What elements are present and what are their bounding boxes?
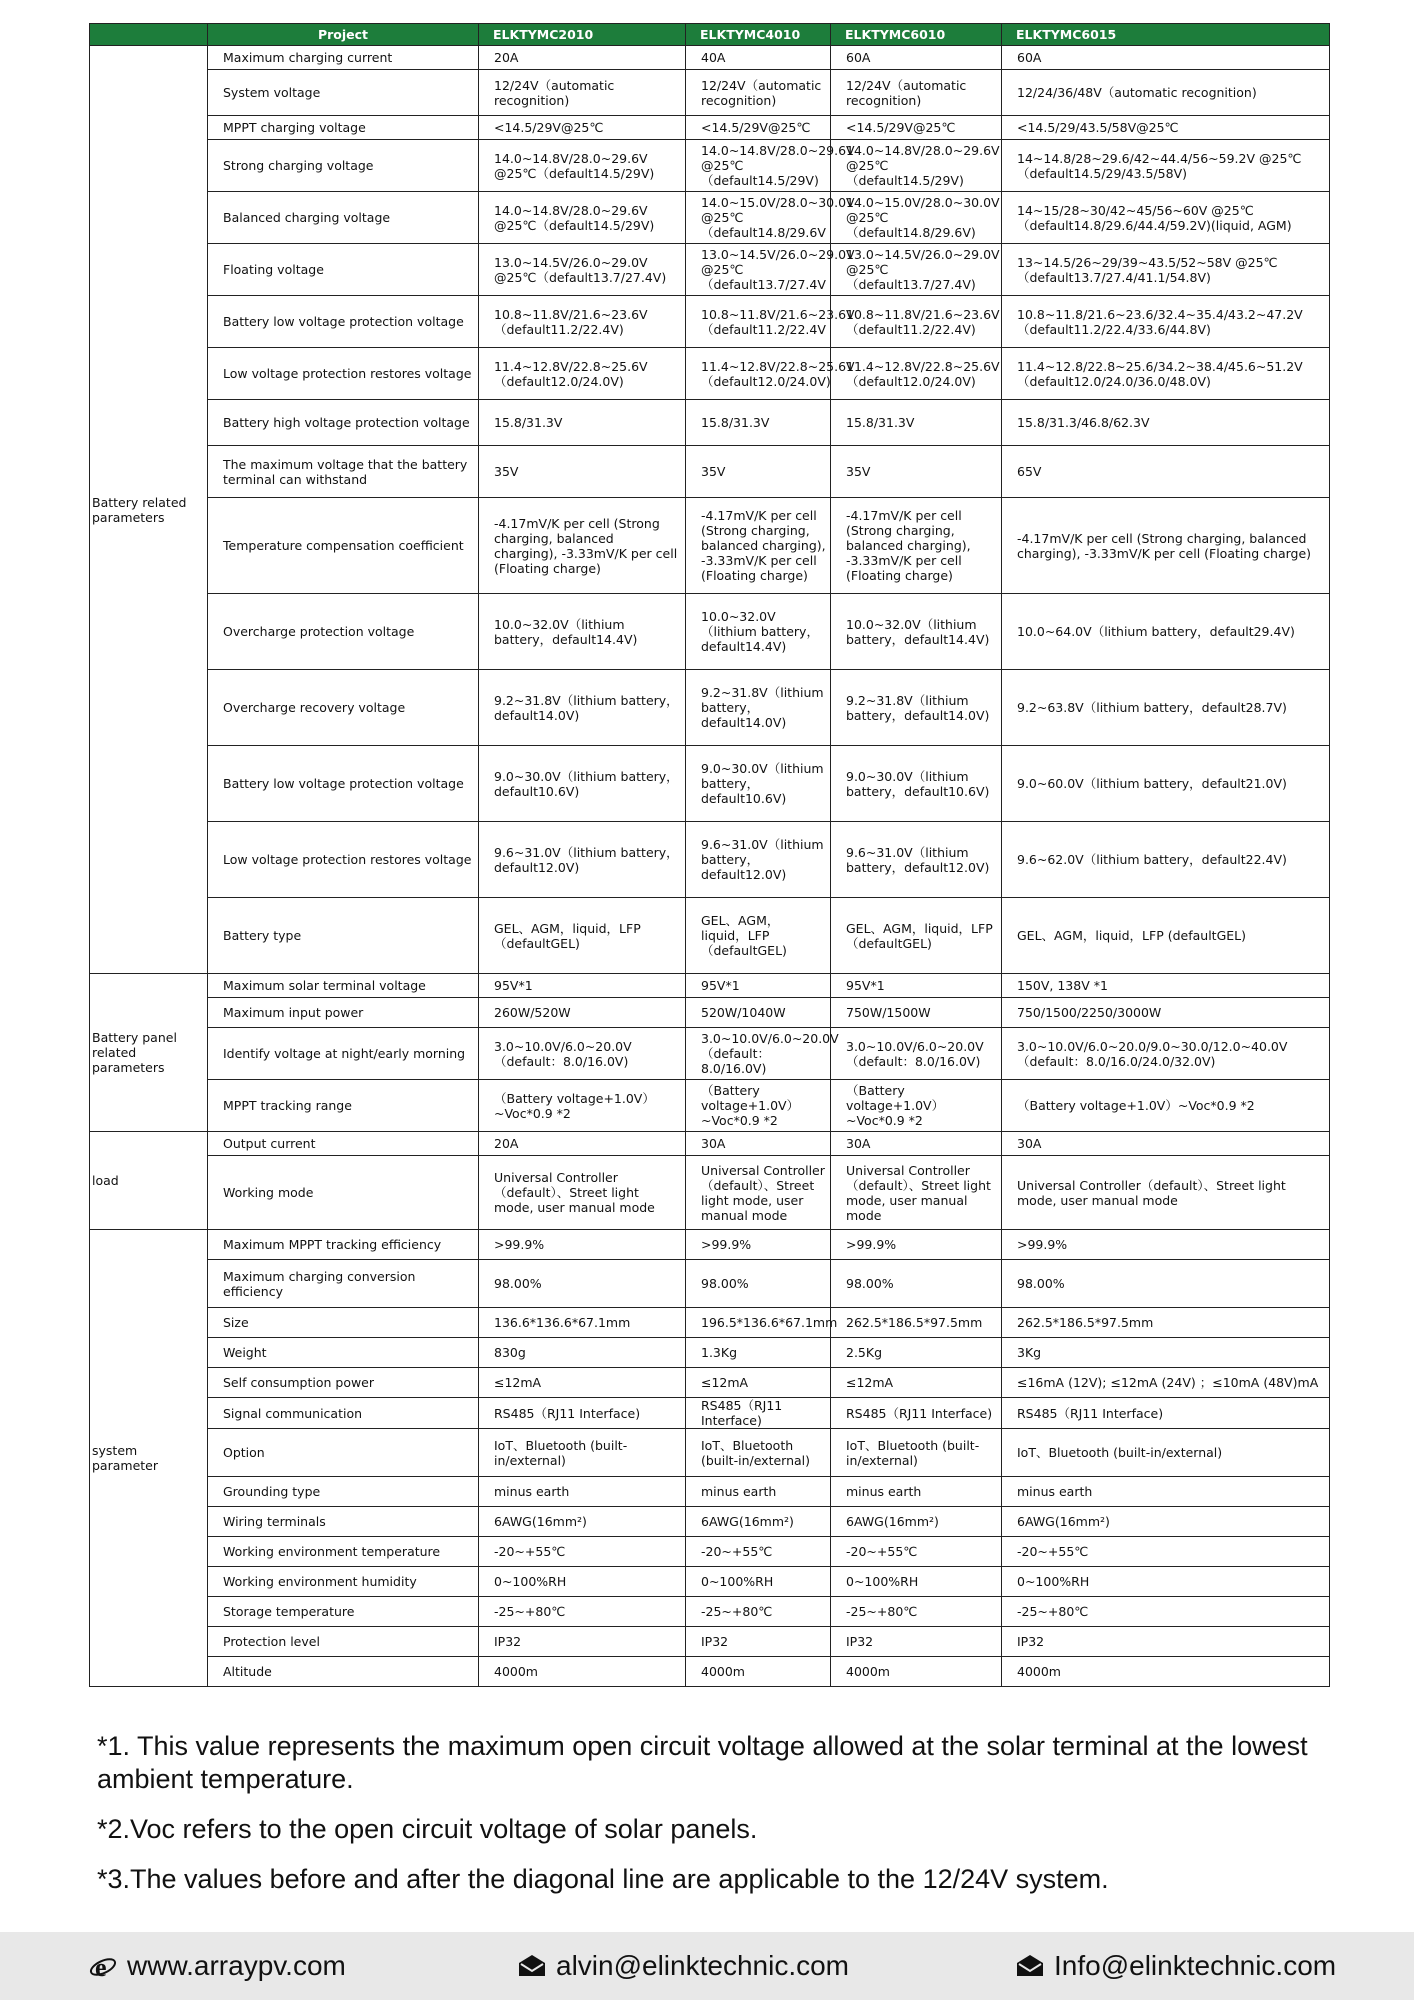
parameter-value: 13~14.5/26~29/39~43.5/52~58V @25℃（default13.7/27.4/41.1/54.8V)	[1002, 244, 1330, 296]
parameter-value: 20A	[479, 46, 686, 70]
parameter-name: Maximum solar terminal voltage	[208, 974, 479, 998]
parameter-value: 750/1500/2250/3000W	[1002, 998, 1330, 1028]
group-label: load	[90, 1132, 208, 1230]
parameter-value: 13.0~14.5V/26.0~29.0V @25℃（default13.7/27.4V)	[479, 244, 686, 296]
table-row	[90, 1597, 1330, 1627]
parameter-value: -20~+55℃	[831, 1537, 1002, 1567]
parameter-value: 10.0~64.0V（lithium battery，default29.4V)	[1002, 594, 1330, 670]
parameter-value: Universal Controller（default）、Street light mode, user manual mode	[831, 1156, 1002, 1230]
parameter-value: 65V	[1002, 446, 1330, 498]
parameter-value: 9.6~31.0V（lithium battery，default12.0V)	[831, 822, 1002, 898]
parameter-name: Identify voltage at night/early morning	[208, 1028, 479, 1080]
table-row	[90, 1260, 1330, 1308]
parameter-name: Size	[208, 1308, 479, 1338]
parameter-value: 262.5*186.5*97.5mm	[1002, 1308, 1330, 1338]
parameter-value: ≤12mA	[686, 1368, 831, 1398]
parameter-value: 0~100%RH	[686, 1567, 831, 1597]
parameter-name: Balanced charging voltage	[208, 192, 479, 244]
table-row	[90, 746, 1330, 822]
header-project: Project	[208, 24, 479, 46]
parameter-name: Signal communication	[208, 1398, 479, 1429]
table-row	[90, 140, 1330, 192]
table-row	[90, 1398, 1330, 1429]
table-row	[90, 1627, 1330, 1657]
parameter-value: -25~+80℃	[1002, 1597, 1330, 1627]
table-row	[90, 822, 1330, 898]
parameter-value: <14.5/29V@25℃	[831, 116, 1002, 140]
table-row	[90, 1429, 1330, 1477]
parameter-value: 14.0~15.0V/28.0~30.0V @25℃（default14.8/29.6V)	[831, 192, 1002, 244]
table-row	[90, 670, 1330, 746]
parameter-value: 4000m	[686, 1657, 831, 1687]
header-group-cell	[90, 24, 208, 46]
parameter-value: 0~100%RH	[479, 1567, 686, 1597]
email-info-text: Info@elinktechnic.com	[1054, 1950, 1337, 1981]
table-row	[90, 1132, 1330, 1156]
parameter-value: IP32	[831, 1627, 1002, 1657]
parameter-value: 98.00%	[686, 1260, 831, 1308]
parameter-value: 9.2~31.8V（lithium battery，default14.0V)	[479, 670, 686, 746]
parameter-name: Wiring terminals	[208, 1507, 479, 1537]
parameter-value: （Battery voltage+1.0V）~Voc*0.9 *2	[1002, 1080, 1330, 1132]
parameter-value: 6AWG(16mm²)	[831, 1507, 1002, 1537]
parameter-value: 9.0~30.0V（lithium battery，default10.6V)	[831, 746, 1002, 822]
parameter-value: 98.00%	[1002, 1260, 1330, 1308]
parameter-value: 3.0~10.0V/6.0~20.0V（default：8.0/16.0V)	[479, 1028, 686, 1080]
parameter-value: 6AWG(16mm²)	[1002, 1507, 1330, 1537]
table-row	[90, 974, 1330, 998]
parameter-value: 13.0~14.5V/26.0~29.0V @25℃（default13.7/27.4V)	[831, 244, 1002, 296]
parameter-value: IP32	[686, 1627, 831, 1657]
parameter-value: 60A	[1002, 46, 1330, 70]
parameter-value: 9.6~62.0V（lithium battery，default22.4V)	[1002, 822, 1330, 898]
footnotes	[97, 1730, 1327, 1896]
parameter-value: 3.0~10.0V/6.0~20.0V（default：8.0/16.0V)	[831, 1028, 1002, 1080]
svg-text:e: e	[95, 1953, 107, 1982]
parameter-value: 30A	[686, 1132, 831, 1156]
parameter-value: -4.17mV/K per cell (Strong charging, balanced charging), -3.33mV/K per cell (Floating charge)	[479, 498, 686, 594]
parameter-value: RS485（RJ11 Interface)	[479, 1398, 686, 1429]
parameter-name: Weight	[208, 1338, 479, 1368]
parameter-value: IoT、Bluetooth (built-in/external)	[831, 1429, 1002, 1477]
parameter-value: 98.00%	[831, 1260, 1002, 1308]
parameter-value: 12/24V（automatic recognition)	[686, 70, 831, 116]
table-row	[90, 1507, 1330, 1537]
email-alvin-text: alvin@elinktechnic.com	[556, 1950, 849, 1981]
group-label: Battery panel related parameters	[90, 974, 208, 1132]
parameter-value: 14~15/28~30/42~45/56~60V @25℃（default14.8/29.6/44.4/59.2V)(liquid, AGM)	[1002, 192, 1330, 244]
parameter-value: 40A	[686, 46, 831, 70]
parameter-value: 262.5*186.5*97.5mm	[831, 1308, 1002, 1338]
parameter-value: 3.0~10.0V/6.0~20.0V（default：8.0/16.0V)	[686, 1028, 831, 1080]
parameter-value: 6AWG(16mm²)	[686, 1507, 831, 1537]
parameter-value: 3Kg	[1002, 1338, 1330, 1368]
parameter-value: Universal Controller（default）、Street light mode, user manual mode	[686, 1156, 831, 1230]
table-row	[90, 70, 1330, 116]
parameter-name: Overcharge recovery voltage	[208, 670, 479, 746]
parameter-value: 4000m	[831, 1657, 1002, 1687]
parameter-name: Maximum input power	[208, 998, 479, 1028]
parameter-value: 750W/1500W	[831, 998, 1002, 1028]
parameter-value: RS485（RJ11 Interface)	[1002, 1398, 1330, 1429]
envelope-icon	[1015, 1954, 1045, 1978]
parameter-value: 196.5*136.6*67.1mm	[686, 1308, 831, 1338]
parameter-name: System voltage	[208, 70, 479, 116]
parameter-name: Floating voltage	[208, 244, 479, 296]
parameter-value: IoT、Bluetooth (built-in/external)	[686, 1429, 831, 1477]
parameter-value: 13.0~14.5V/26.0~29.0V @25℃（default13.7/27.4V	[686, 244, 831, 296]
table-row	[90, 116, 1330, 140]
parameter-name: Maximum charging current	[208, 46, 479, 70]
parameter-value: <14.5/29/43.5/58V@25℃	[1002, 116, 1330, 140]
table-header-row	[90, 24, 1330, 46]
parameter-name: Overcharge protection voltage	[208, 594, 479, 670]
parameter-value: 10.0~32.0V（lithium battery，default14.4V)	[831, 594, 1002, 670]
table-row	[90, 1308, 1330, 1338]
parameter-value: GEL、AGM，liquid，LFP（defaultGEL)	[479, 898, 686, 974]
footnote-3: *3.The values before and after the diagonal line are applicable to the 12/24V system.	[97, 1864, 1109, 1894]
header-model-4010: ELKTYMC4010	[686, 24, 831, 46]
parameter-name: Protection level	[208, 1627, 479, 1657]
parameter-value: 35V	[831, 446, 1002, 498]
parameter-value: 0~100%RH	[831, 1567, 1002, 1597]
parameter-value: 520W/1040W	[686, 998, 831, 1028]
parameter-value: 14.0~14.8V/28.0~29.6V @25℃（default14.5/29V)	[479, 192, 686, 244]
table-row	[90, 1156, 1330, 1230]
header-model-2010: ELKTYMC2010	[479, 24, 686, 46]
parameter-value: （Battery voltage+1.0V）~Voc*0.9 *2	[686, 1080, 831, 1132]
parameter-value: 4000m	[479, 1657, 686, 1687]
parameter-value: 9.6~31.0V（lithium battery，default12.0V)	[479, 822, 686, 898]
table-row	[90, 348, 1330, 400]
parameter-name: Output current	[208, 1132, 479, 1156]
table-row	[90, 244, 1330, 296]
parameter-value: 14~14.8/28~29.6/42~44.4/56~59.2V @25℃（default14.5/29/43.5/58V)	[1002, 140, 1330, 192]
footer-email-alvin[interactable]	[517, 1932, 849, 2000]
parameter-value: 10.8~11.8/21.6~23.6/32.4~35.4/43.2~47.2V（default11.2/22.4/33.6/44.8V)	[1002, 296, 1330, 348]
parameter-value: 9.6~31.0V（lithium battery，default12.0V)	[686, 822, 831, 898]
group-label: Battery related parameters	[90, 46, 208, 974]
parameter-value: 95V*1	[686, 974, 831, 998]
parameter-value: 9.0~30.0V（lithium battery，default10.6V)	[686, 746, 831, 822]
parameter-value: -4.17mV/K per cell (Strong charging, balanced charging), -3.33mV/K per cell (Floating charge)	[831, 498, 1002, 594]
parameter-value: minus earth	[831, 1477, 1002, 1507]
parameter-value: 12/24V（automatic recognition)	[479, 70, 686, 116]
parameter-value: 35V	[686, 446, 831, 498]
parameter-value: -4.17mV/K per cell (Strong charging, balanced charging), -3.33mV/K per cell (Floating charge)	[686, 498, 831, 594]
parameter-name: Strong charging voltage	[208, 140, 479, 192]
parameter-value: ≤16mA (12V); ≤12mA (24V) ；≤10mA (48V)mA	[1002, 1368, 1330, 1398]
parameter-name: Battery type	[208, 898, 479, 974]
parameter-value: 30A	[831, 1132, 1002, 1156]
parameter-name: Option	[208, 1429, 479, 1477]
parameter-value: 12/24/36/48V（automatic recognition)	[1002, 70, 1330, 116]
parameter-value: GEL、AGM，liquid，LFP（defaultGEL)	[831, 898, 1002, 974]
table-row	[90, 898, 1330, 974]
parameter-value: -25~+80℃	[831, 1597, 1002, 1627]
table-row	[90, 594, 1330, 670]
parameter-value: 4000m	[1002, 1657, 1330, 1687]
parameter-name: The maximum voltage that the battery terminal can withstand	[208, 446, 479, 498]
parameter-value: -25~+80℃	[686, 1597, 831, 1627]
parameter-value: IoT、Bluetooth (built-in/external)	[479, 1429, 686, 1477]
parameter-value: >99.9%	[1002, 1230, 1330, 1260]
parameter-name: Maximum charging conversion efficiency	[208, 1260, 479, 1308]
parameter-value: 9.2~31.8V（lithium battery，default14.0V)	[686, 670, 831, 746]
parameter-value: RS485（RJ11 Interface)	[831, 1398, 1002, 1429]
parameter-value: 1.3Kg	[686, 1338, 831, 1368]
parameter-value: <14.5/29V@25℃	[686, 116, 831, 140]
table-row	[90, 1230, 1330, 1260]
table-row	[90, 498, 1330, 594]
parameter-value: 35V	[479, 446, 686, 498]
parameter-name: Temperature compensation coefficient	[208, 498, 479, 594]
parameter-name: Working environment temperature	[208, 1537, 479, 1567]
parameter-value: 11.4~12.8V/22.8~25.6V（default12.0/24.0V)	[831, 348, 1002, 400]
parameter-value: >99.9%	[831, 1230, 1002, 1260]
table-row	[90, 1657, 1330, 1687]
parameter-value: -20~+55℃	[1002, 1537, 1330, 1567]
parameter-value: 150V, 138V *1	[1002, 974, 1330, 998]
parameter-value: 20A	[479, 1132, 686, 1156]
parameter-value: 3.0~10.0V/6.0~20.0/9.0~30.0/12.0~40.0V（default：8.0/16.0/24.0/32.0V)	[1002, 1028, 1330, 1080]
parameter-value: 14.0~14.8V/28.0~29.6V @25℃（default14.5/29V)	[831, 140, 1002, 192]
parameter-value: 10.8~11.8V/21.6~23.6V（default11.2/22.4V)	[831, 296, 1002, 348]
parameter-value: -4.17mV/K per cell (Strong charging, balanced charging), -3.33mV/K per cell (Floating charge)	[1002, 498, 1330, 594]
parameter-value: >99.9%	[479, 1230, 686, 1260]
parameter-name: MPPT charging voltage	[208, 116, 479, 140]
parameter-name: Storage temperature	[208, 1597, 479, 1627]
table-row	[90, 1338, 1330, 1368]
parameter-value: minus earth	[479, 1477, 686, 1507]
parameter-value: 15.8/31.3V	[686, 400, 831, 446]
table-row	[90, 998, 1330, 1028]
header-model-6015: ELKTYMC6015	[1002, 24, 1330, 46]
parameter-name: Grounding type	[208, 1477, 479, 1507]
spec-table	[89, 23, 1330, 1687]
parameter-name: Working mode	[208, 1156, 479, 1230]
parameter-value: GEL、AGM，liquid，LFP (defaultGEL)	[1002, 898, 1330, 974]
parameter-name: Maximum MPPT tracking efficiency	[208, 1230, 479, 1260]
parameter-value: GEL、AGM，liquid，LFP（defaultGEL)	[686, 898, 831, 974]
parameter-value: 95V*1	[479, 974, 686, 998]
parameter-value: -20~+55℃	[479, 1537, 686, 1567]
header-model-6010: ELKTYMC6010	[831, 24, 1002, 46]
parameter-value: 11.4~12.8V/22.8~25.6V（default12.0/24.0V)	[479, 348, 686, 400]
footer-email-info[interactable]	[1015, 1932, 1336, 2000]
parameter-value: -20~+55℃	[686, 1537, 831, 1567]
parameter-value: IoT、Bluetooth (built-in/external)	[1002, 1429, 1330, 1477]
spec-table-body	[90, 46, 1330, 1687]
parameter-value: 10.8~11.8V/21.6~23.6V（default11.2/22.4V	[686, 296, 831, 348]
parameter-value: （Battery voltage+1.0V）~Voc*0.9 *2	[479, 1080, 686, 1132]
parameter-value: -25~+80℃	[479, 1597, 686, 1627]
table-row	[90, 446, 1330, 498]
parameter-value: RS485（RJ11 Interface)	[686, 1398, 831, 1429]
parameter-value: minus earth	[686, 1477, 831, 1507]
parameter-value: Universal Controller（default）、Street light mode, user manual mode	[1002, 1156, 1330, 1230]
table-row	[90, 192, 1330, 244]
parameter-value: 60A	[831, 46, 1002, 70]
envelope-icon	[517, 1954, 547, 1978]
parameter-name: MPPT tracking range	[208, 1080, 479, 1132]
footnote-2: *2.Voc refers to the open circuit voltage of solar panels.	[97, 1814, 758, 1844]
parameter-name: Low voltage protection restores voltage	[208, 822, 479, 898]
parameter-value: 30A	[1002, 1132, 1330, 1156]
table-row	[90, 46, 1330, 70]
parameter-value: 11.4~12.8V/22.8~25.6V（default12.0/24.0V)	[686, 348, 831, 400]
parameter-value: <14.5/29V@25℃	[479, 116, 686, 140]
table-row	[90, 1477, 1330, 1507]
parameter-value: Universal Controller（default）、Street light mode, user manual mode	[479, 1156, 686, 1230]
parameter-value: 260W/520W	[479, 998, 686, 1028]
parameter-value: 10.0~32.0V（lithium battery，default14.4V)	[686, 594, 831, 670]
parameter-value: 0~100%RH	[1002, 1567, 1330, 1597]
parameter-value: IP32	[479, 1627, 686, 1657]
parameter-value: ≤12mA	[831, 1368, 1002, 1398]
parameter-value: 14.0~15.0V/28.0~30.0V @25℃（default14.8/29.6V	[686, 192, 831, 244]
parameter-value: 830g	[479, 1338, 686, 1368]
parameter-value: ≤12mA	[479, 1368, 686, 1398]
parameter-value: 11.4~12.8/22.8~25.6/34.2~38.4/45.6~51.2V（default12.0/24.0/36.0/48.0V)	[1002, 348, 1330, 400]
parameter-value: minus earth	[1002, 1477, 1330, 1507]
parameter-name: Battery low voltage protection voltage	[208, 746, 479, 822]
parameter-value: 14.0~14.8V/28.0~29.6V @25℃（default14.5/29V)	[479, 140, 686, 192]
footer-website[interactable]	[88, 1932, 346, 2000]
parameter-value: 98.00%	[479, 1260, 686, 1308]
table-row	[90, 400, 1330, 446]
parameter-value: 6AWG(16mm²)	[479, 1507, 686, 1537]
contact-footer	[0, 1932, 1414, 2000]
parameter-value: 9.0~60.0V（lithium battery，default21.0V)	[1002, 746, 1330, 822]
parameter-value: 9.2~63.8V（lithium battery，default28.7V)	[1002, 670, 1330, 746]
parameter-value: 2.5Kg	[831, 1338, 1002, 1368]
parameter-name: Altitude	[208, 1657, 479, 1687]
parameter-value: 9.2~31.8V（lithium battery，default14.0V)	[831, 670, 1002, 746]
parameter-value: 10.0~32.0V（lithium battery，default14.4V)	[479, 594, 686, 670]
website-text: www.arraypv.com	[127, 1950, 346, 1981]
table-row	[90, 296, 1330, 348]
table-row	[90, 1368, 1330, 1398]
table-row	[90, 1537, 1330, 1567]
parameter-value: 15.8/31.3/46.8/62.3V	[1002, 400, 1330, 446]
parameter-value: 9.0~30.0V（lithium battery，default10.6V)	[479, 746, 686, 822]
browser-e-icon	[88, 1951, 118, 1981]
parameter-value: 15.8/31.3V	[479, 400, 686, 446]
parameter-name: Low voltage protection restores voltage	[208, 348, 479, 400]
table-row	[90, 1080, 1330, 1132]
parameter-value: >99.9%	[686, 1230, 831, 1260]
parameter-name: Battery high voltage protection voltage	[208, 400, 479, 446]
parameter-value: （Battery voltage+1.0V）~Voc*0.9 *2	[831, 1080, 1002, 1132]
parameter-value: 10.8~11.8V/21.6~23.6V（default11.2/22.4V)	[479, 296, 686, 348]
parameter-name: Working environment humidity	[208, 1567, 479, 1597]
parameter-name: Battery low voltage protection voltage	[208, 296, 479, 348]
table-row	[90, 1028, 1330, 1080]
footnote-1: *1. This value represents the maximum open circuit voltage allowed at the solar terminal at the lowest ambient temperature.	[97, 1731, 1308, 1794]
parameter-value: 136.6*136.6*67.1mm	[479, 1308, 686, 1338]
parameter-value: 15.8/31.3V	[831, 400, 1002, 446]
group-label: system parameter	[90, 1230, 208, 1687]
parameter-name: Self consumption power	[208, 1368, 479, 1398]
spec-table-container	[89, 23, 1329, 1687]
parameter-value: 95V*1	[831, 974, 1002, 998]
parameter-value: 12/24V（automatic recognition)	[831, 70, 1002, 116]
parameter-value: 14.0~14.8V/28.0~29.6V @25℃（default14.5/29V)	[686, 140, 831, 192]
table-row	[90, 1567, 1330, 1597]
parameter-value: IP32	[1002, 1627, 1330, 1657]
